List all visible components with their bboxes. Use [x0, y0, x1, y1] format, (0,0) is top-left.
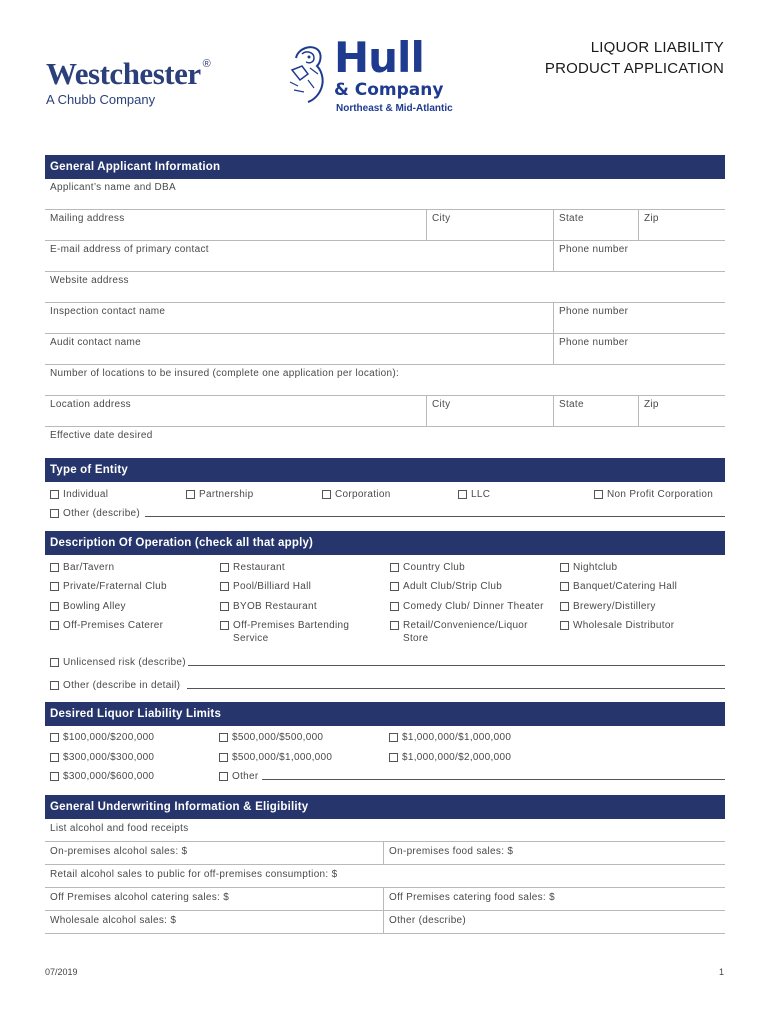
- section-entity-header: Type of Entity: [45, 458, 725, 482]
- inspection-contact-label: Inspection contact name: [50, 306, 166, 317]
- checkbox-box[interactable]: [50, 658, 59, 667]
- mailing-state-label: State: [553, 210, 584, 240]
- op-banquet-checkbox[interactable]: Banquet/Catering Hall: [560, 580, 677, 593]
- limit-500k-1m-checkbox[interactable]: $500,000/$1,000,000: [219, 751, 332, 764]
- section-operation-header: Description Of Operation (check all that apply): [45, 531, 725, 555]
- website-row[interactable]: [45, 272, 725, 303]
- op-bartending-checkbox[interactable]: Off-Premises Bartending Service: [220, 619, 370, 645]
- section-underwriting-header: General Underwriting Information & Eligibility: [45, 795, 725, 819]
- op-restaurant-checkbox[interactable]: Restaurant: [220, 561, 285, 574]
- checkbox-box[interactable]: [458, 490, 467, 499]
- audit-contact-row[interactable]: [45, 334, 725, 365]
- checkbox-box[interactable]: [389, 753, 398, 762]
- hull-logo: [288, 33, 468, 122]
- op-private-club-checkbox[interactable]: Private/Fraternal Club: [50, 580, 167, 593]
- hull-wordmark: Hull: [334, 33, 424, 82]
- entity-individual-checkbox[interactable]: Individual: [50, 488, 108, 501]
- op-byob-checkbox[interactable]: BYOB Restaurant: [220, 600, 317, 613]
- page-number: 1: [718, 967, 724, 977]
- effective-date-label: Effective date desired: [50, 430, 153, 441]
- mailing-address-label: Mailing address: [50, 213, 125, 224]
- checkbox-box[interactable]: [50, 582, 59, 591]
- westchester-wordmark: Westchester: [46, 56, 201, 91]
- document-title: [545, 37, 724, 79]
- checkbox-box[interactable]: [50, 509, 59, 518]
- retail-row[interactable]: [45, 865, 725, 888]
- checkbox-box[interactable]: [220, 563, 229, 572]
- checkbox-box[interactable]: [560, 582, 569, 591]
- hull-region: Northeast & Mid-Atlantic: [336, 103, 453, 114]
- op-unlicensed-checkbox[interactable]: Unlicensed risk (describe): [50, 656, 186, 669]
- checkbox-box[interactable]: [322, 490, 331, 499]
- checkbox-box[interactable]: [560, 621, 569, 630]
- entity-nonprofit-checkbox[interactable]: Non Profit Corporation: [594, 488, 713, 501]
- checkbox-box[interactable]: [219, 772, 228, 781]
- entity-other-checkbox[interactable]: Other (describe): [50, 507, 140, 520]
- locations-count-label: Number of locations to be insured (complete one application per location):: [50, 368, 400, 379]
- email-label: E-mail address of primary contact: [50, 244, 209, 255]
- location-city-label: City: [426, 396, 450, 426]
- checkbox-box[interactable]: [50, 490, 59, 499]
- limit-other-line[interactable]: [262, 779, 725, 780]
- checkbox-box[interactable]: [50, 621, 59, 630]
- hull-figure-icon: [288, 40, 334, 110]
- location-state-label: State: [553, 396, 584, 426]
- entity-other-line[interactable]: [145, 516, 725, 517]
- checkbox-box[interactable]: [594, 490, 603, 499]
- entity-llc-checkbox[interactable]: LLC: [458, 488, 490, 501]
- limit-300k-300k-checkbox[interactable]: $300,000/$300,000: [50, 751, 154, 764]
- limit-100k-200k-checkbox[interactable]: $100,000/$200,000: [50, 731, 154, 744]
- op-bowling-checkbox[interactable]: Bowling Alley: [50, 600, 126, 613]
- audit-phone-label: Phone number: [553, 334, 628, 364]
- limit-300k-600k-checkbox[interactable]: $300,000/$600,000: [50, 770, 154, 783]
- wholesale-label: Wholesale alcohol sales: $: [50, 915, 177, 926]
- other-receipts-label: Other (describe): [383, 911, 466, 933]
- op-comedy-club-checkbox[interactable]: Comedy Club/ Dinner Theater: [390, 600, 544, 613]
- op-nightclub-checkbox[interactable]: Nightclub: [560, 561, 617, 574]
- mailing-city-label: City: [426, 210, 450, 240]
- checkbox-box[interactable]: [50, 563, 59, 572]
- checkbox-box[interactable]: [219, 753, 228, 762]
- limit-500k-500k-checkbox[interactable]: $500,000/$500,000: [219, 731, 323, 744]
- inspection-phone-label: Phone number: [553, 303, 628, 333]
- footer-date: 07/2019: [45, 967, 78, 977]
- op-brewery-checkbox[interactable]: Brewery/Distillery: [560, 600, 656, 613]
- primary-phone-label: Phone number: [553, 241, 628, 271]
- op-adult-club-checkbox[interactable]: Adult Club/Strip Club: [390, 580, 502, 593]
- off-premises-row[interactable]: [45, 888, 725, 911]
- checkbox-box[interactable]: [390, 582, 399, 591]
- on-food-label: On-premises food sales: $: [383, 842, 513, 864]
- applicant-name-row[interactable]: [45, 179, 725, 210]
- applicant-name-label: Applicant’s name and DBA: [50, 182, 176, 193]
- audit-contact-label: Audit contact name: [50, 337, 142, 348]
- checkbox-box[interactable]: [50, 602, 59, 611]
- op-caterer-checkbox[interactable]: Off-Premises Caterer: [50, 619, 163, 632]
- retail-label: Retail alcohol sales to public for off-premises consumption: $: [50, 869, 338, 880]
- website-label: Website address: [50, 275, 129, 286]
- title-line-1: LIQUOR LIABILITY: [590, 39, 724, 56]
- op-unlicensed-line[interactable]: [188, 665, 725, 666]
- effective-date-row[interactable]: [45, 427, 725, 458]
- hull-company: & Company: [334, 80, 444, 100]
- receipts-row: [45, 819, 725, 842]
- checkbox-box[interactable]: [50, 772, 59, 781]
- checkbox-box[interactable]: [186, 490, 195, 499]
- inspection-contact-row[interactable]: [45, 303, 725, 334]
- checkbox-box[interactable]: [390, 621, 399, 630]
- op-bar-tavern-checkbox[interactable]: Bar/Tavern: [50, 561, 114, 574]
- email-row[interactable]: [45, 241, 725, 272]
- off-food-label: Off Premises catering food sales: $: [383, 888, 555, 910]
- limit-1m-2m-checkbox[interactable]: $1,000,000/$2,000,000: [389, 751, 511, 764]
- checkbox-box[interactable]: [50, 681, 59, 690]
- entity-partnership-checkbox[interactable]: Partnership: [186, 488, 253, 501]
- limit-1m-1m-checkbox[interactable]: $1,000,000/$1,000,000: [389, 731, 511, 744]
- limit-other-checkbox[interactable]: Other: [219, 770, 259, 783]
- op-other-line[interactable]: [187, 688, 725, 689]
- section-general-header: General Applicant Information: [45, 155, 725, 179]
- on-alcohol-label: On-premises alcohol sales: $: [50, 846, 188, 857]
- section-limits-header: Desired Liquor Liability Limits: [45, 702, 725, 726]
- location-zip-label: Zip: [638, 396, 659, 426]
- checkbox-box[interactable]: [390, 563, 399, 572]
- off-alcohol-label: Off Premises alcohol catering sales: $: [50, 892, 230, 903]
- checkbox-box[interactable]: [560, 602, 569, 611]
- checkbox-box[interactable]: [50, 733, 59, 742]
- entity-corporation-checkbox[interactable]: Corporation: [322, 488, 391, 501]
- checkbox-box[interactable]: [389, 733, 398, 742]
- checkbox-box[interactable]: [560, 563, 569, 572]
- mailing-address-row[interactable]: [45, 210, 725, 241]
- title-line-2: PRODUCT APPLICATION: [544, 60, 724, 77]
- checkbox-box[interactable]: [50, 753, 59, 762]
- wholesale-row[interactable]: [45, 911, 725, 934]
- op-other-checkbox[interactable]: Other (describe in detail): [50, 679, 180, 692]
- mailing-zip-label: Zip: [638, 210, 659, 240]
- op-retail-checkbox[interactable]: Retail/Convenience/Liquor Store: [390, 619, 540, 645]
- receipts-label: List alcohol and food receipts: [50, 823, 189, 834]
- locations-count-row[interactable]: [45, 365, 725, 396]
- checkbox-box[interactable]: [220, 582, 229, 591]
- op-wholesale-checkbox[interactable]: Wholesale Distributor: [560, 619, 674, 632]
- op-pool-hall-checkbox[interactable]: Pool/Billiard Hall: [220, 580, 311, 593]
- location-address-label: Location address: [50, 399, 131, 410]
- checkbox-box[interactable]: [220, 602, 229, 611]
- checkbox-box[interactable]: [220, 621, 229, 630]
- op-country-club-checkbox[interactable]: Country Club: [390, 561, 465, 574]
- on-premises-row[interactable]: [45, 842, 725, 865]
- location-address-row[interactable]: [45, 396, 725, 427]
- westchester-logo: [46, 58, 209, 107]
- checkbox-box[interactable]: [219, 733, 228, 742]
- registered-mark: ®: [202, 58, 211, 70]
- chubb-tagline: A Chubb Company: [46, 92, 156, 107]
- checkbox-box[interactable]: [390, 602, 399, 611]
